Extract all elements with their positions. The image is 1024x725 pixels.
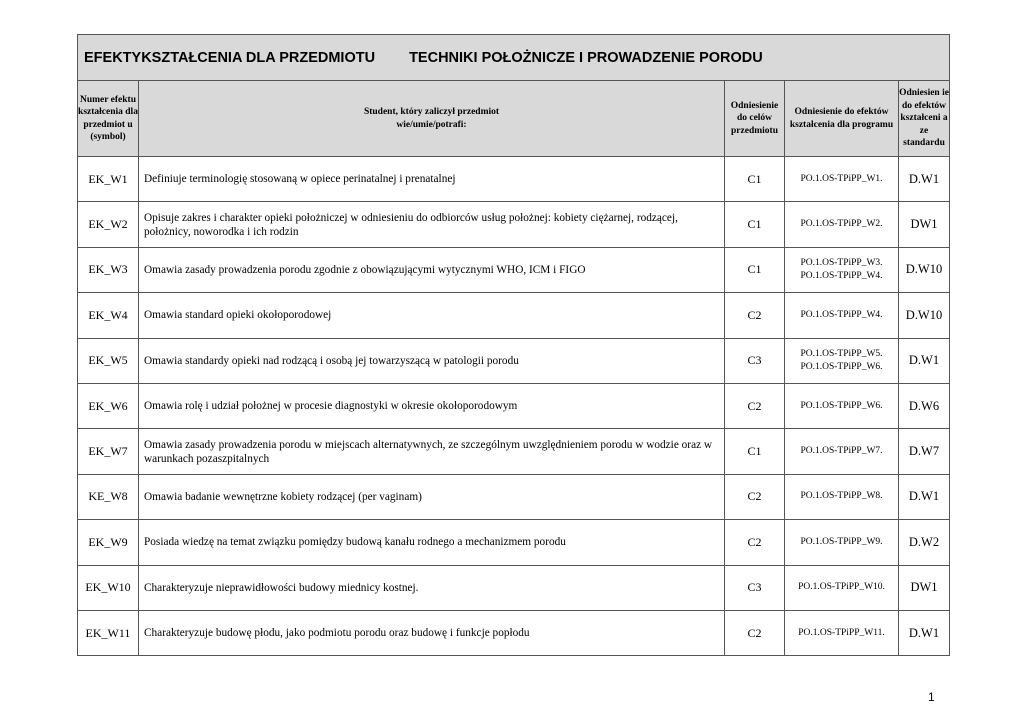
outcome-description: Definiuje terminologię stosowaną w opiece perinatalnej i prenatalnej (139, 157, 725, 202)
outcome-code: KE_W8 (78, 474, 139, 519)
outcome-description: Omawia zasady prowadzenia porodu zgodnie z obowiązującymi wytycznymi WHO, ICM i FIGO (139, 247, 725, 292)
table-row (78, 565, 950, 610)
table-row (78, 202, 950, 247)
outcome-standard: D.W1 (899, 474, 950, 519)
program-ref: PO.1.OS-TPiPP_W11. (798, 627, 885, 638)
header-row (78, 81, 950, 157)
outcome-standard: D.W2 (899, 520, 950, 565)
title-right: TECHNIKI POŁOŻNICZE I PROWADZENIE PORODU (409, 49, 763, 66)
table-body (78, 157, 950, 656)
table-row (78, 429, 950, 474)
outcome-program-refs (785, 247, 899, 292)
header-program: Odniesienie do efektów kształcenia dla programu (785, 81, 899, 157)
outcome-code: EK_W10 (78, 565, 139, 610)
program-ref: PO.1.OS-TPiPP_W3. (800, 257, 883, 268)
outcome-description: Opisuje zakres i charakter opieki położniczej w odniesieniu do odbiorców usług położnej: kobiety ciężarnej, rodzącej, położnicy, noworodka i ich rodzin (139, 202, 725, 247)
outcome-standard: D.W10 (899, 247, 950, 292)
outcome-goal: C1 (725, 157, 785, 202)
outcome-standard: DW1 (899, 565, 950, 610)
program-ref: PO.1.OS-TPiPP_W8. (800, 491, 883, 502)
program-ref: PO.1.OS-TPiPP_W10. (798, 582, 885, 593)
outcome-goal: C1 (725, 429, 785, 474)
header-code: Numer efektu kształcenia dla przedmiot u (symbol) (78, 81, 139, 157)
program-ref: PO.1.OS-TPiPP_W7. (800, 446, 883, 457)
outcome-program-refs (785, 610, 899, 655)
outcome-code: EK_W6 (78, 383, 139, 428)
outcome-program-refs (785, 383, 899, 428)
program-ref: PO.1.OS-TPiPP_W2. (800, 219, 883, 230)
table-row (78, 474, 950, 519)
table-row (78, 383, 950, 428)
outcome-standard: DW1 (899, 202, 950, 247)
table-row (78, 293, 950, 338)
outcome-program-refs (785, 565, 899, 610)
outcome-program-refs (785, 520, 899, 565)
header-description (139, 81, 725, 157)
outcome-standard: D.W6 (899, 383, 950, 428)
outcome-description: Charakteryzuje budowę płodu, jako podmiotu porodu oraz budowę i funkcje popłodu (139, 610, 725, 655)
header-description-line1: Student, który zaliczył przedmiot (363, 107, 500, 117)
outcome-description: Omawia badanie wewnętrzne kobiety rodzącej (per vaginam) (139, 474, 725, 519)
outcome-code: EK_W7 (78, 429, 139, 474)
table-row (78, 247, 950, 292)
learning-outcomes-table (77, 34, 950, 656)
outcome-description: Omawia zasady prowadzenia porodu w miejscach alternatywnych, ze szczególnym uwzględnieniem porodu w wodzie oraz w warunkach pozaszpitalnych (139, 429, 725, 474)
program-ref: PO.1.OS-TPiPP_W6. (800, 400, 883, 411)
outcome-description: Omawia standardy opieki nad rodzącą i osobą jej towarzyszącą w patologii porodu (139, 338, 725, 383)
program-ref: PO.1.OS-TPiPP_W1. (800, 173, 883, 184)
title-left: EFEKTYKSZTAŁCENIA DLA PRZEDMIOTU (84, 49, 376, 66)
header-goals: Odniesienie do celów przedmiotu (725, 81, 785, 157)
outcome-program-refs (785, 157, 899, 202)
outcome-code: EK_W4 (78, 293, 139, 338)
program-ref: PO.1.OS-TPiPP_W4. (800, 309, 883, 320)
outcome-goal: C1 (725, 247, 785, 292)
outcome-goal: C2 (725, 610, 785, 655)
outcome-description: Omawia rolę i udział położnej w procesie diagnostyki w okresie okołoporodowym (139, 383, 725, 428)
outcome-program-refs (785, 293, 899, 338)
outcome-code: EK_W3 (78, 247, 139, 292)
table-row (78, 520, 950, 565)
table-row (78, 610, 950, 655)
table-title (78, 35, 950, 81)
outcome-standard: D.W1 (899, 610, 950, 655)
outcome-description: Posiada wiedzę na temat związku pomiędzy budową kanału rodnego a mechanizmem porodu (139, 520, 725, 565)
outcome-goal: C2 (725, 520, 785, 565)
outcome-standard: D.W10 (899, 293, 950, 338)
outcome-goal: C2 (725, 474, 785, 519)
outcome-program-refs (785, 429, 899, 474)
program-ref: PO.1.OS-TPiPP_W4. (800, 270, 883, 281)
outcome-description: Omawia standard opieki okołoporodowej (139, 293, 725, 338)
page-number: 1 (928, 690, 935, 704)
outcome-code: EK_W5 (78, 338, 139, 383)
table-row (78, 338, 950, 383)
outcome-goal: C2 (725, 293, 785, 338)
outcome-description: Charakteryzuje nieprawidłowości budowy miednicy kostnej. (139, 565, 725, 610)
program-ref: PO.1.OS-TPiPP_W6. (800, 361, 883, 372)
outcome-goal: C2 (725, 383, 785, 428)
outcome-goal: C1 (725, 202, 785, 247)
header-standard: Odniesien ie do efektów kształceni a ze standardu (899, 81, 950, 157)
outcome-goal: C3 (725, 565, 785, 610)
outcome-program-refs (785, 338, 899, 383)
outcome-goal: C3 (725, 338, 785, 383)
header-description-line2: wie/umie/potrafi: (396, 119, 467, 130)
outcome-code: EK_W11 (78, 610, 139, 655)
outcome-standard: D.W7 (899, 429, 950, 474)
outcome-standard: D.W1 (899, 157, 950, 202)
program-ref: PO.1.OS-TPiPP_W5. (800, 348, 883, 359)
outcome-standard: D.W1 (899, 338, 950, 383)
table-row (78, 157, 950, 202)
outcome-code: EK_W2 (78, 202, 139, 247)
outcome-program-refs (785, 474, 899, 519)
outcome-code: EK_W9 (78, 520, 139, 565)
outcome-code: EK_W1 (78, 157, 139, 202)
program-ref: PO.1.OS-TPiPP_W9. (800, 536, 883, 547)
outcome-program-refs (785, 202, 899, 247)
